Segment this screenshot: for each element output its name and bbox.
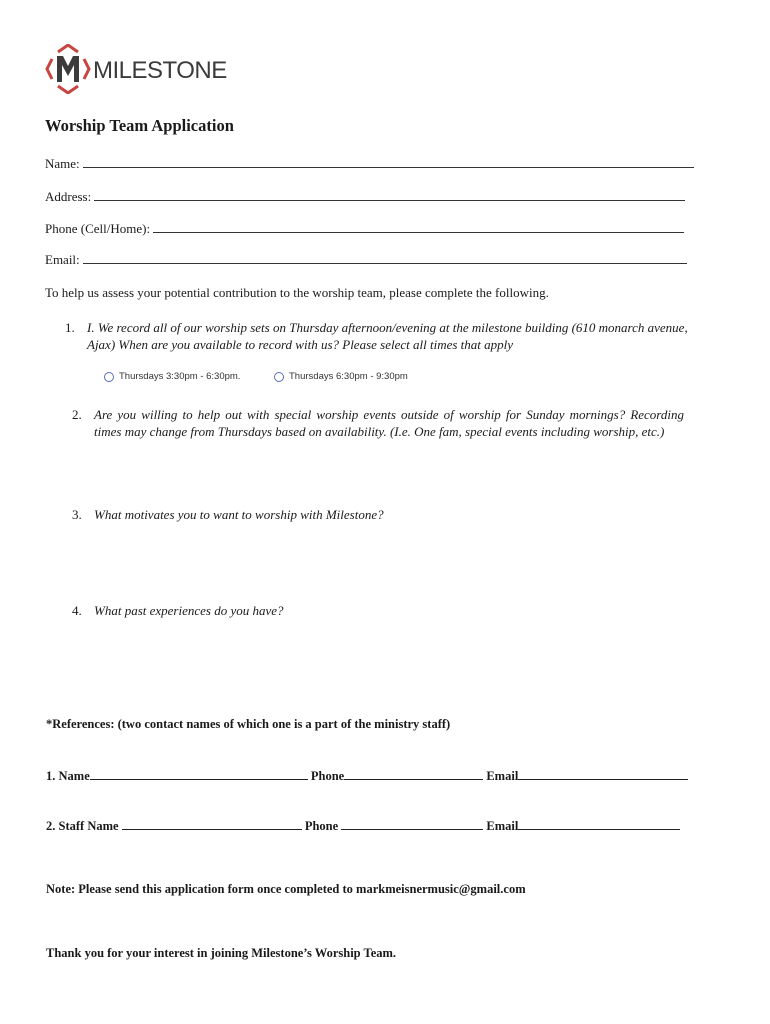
question-2-number: 2. bbox=[72, 407, 82, 422]
reference-2-phone-label: Phone bbox=[304, 819, 339, 833]
question-1-text: I. We record all of our worship sets on Thursday afternoon/evening at the milestone building (610 monarch avenue, Ajax) When are you available to record with us? Please select all times that apply bbox=[87, 320, 688, 352]
page-title: Worship Team Application bbox=[45, 116, 234, 135]
address-label: Address: bbox=[45, 189, 92, 204]
question-3-number: 3. bbox=[72, 507, 82, 522]
logo-text: MILESTONE bbox=[93, 57, 227, 84]
question-4-number: 4. bbox=[72, 603, 82, 618]
email-label: Email: bbox=[45, 252, 80, 267]
reference-2-email-line[interactable] bbox=[518, 817, 680, 830]
reference-2-name-label: Staff Name bbox=[58, 819, 119, 833]
reference-1-email-label: Email bbox=[486, 769, 519, 783]
phone-field[interactable] bbox=[45, 221, 684, 237]
reference-2-phone-line[interactable] bbox=[341, 817, 483, 830]
phone-label: Phone (Cell/Home): bbox=[45, 221, 151, 236]
question-2 bbox=[72, 407, 684, 440]
reference-1-phone-line[interactable] bbox=[344, 767, 483, 780]
option-thursday-evening[interactable] bbox=[274, 371, 408, 382]
reference-2-prefix: 2. bbox=[46, 819, 59, 833]
address-field[interactable] bbox=[45, 189, 685, 205]
reference-1-name-label: Name bbox=[58, 769, 90, 783]
question-1-number: 1. bbox=[65, 320, 75, 335]
reference-1-phone-label: Phone bbox=[310, 769, 345, 783]
address-input-line[interactable] bbox=[94, 199, 685, 201]
name-label: Name: bbox=[45, 156, 80, 171]
reference-row-1 bbox=[46, 767, 688, 784]
radio-icon[interactable] bbox=[274, 372, 284, 382]
question-4 bbox=[72, 603, 684, 620]
reference-2-name-line[interactable] bbox=[122, 817, 302, 830]
name-field[interactable] bbox=[45, 156, 694, 172]
reference-1-name-line[interactable] bbox=[90, 767, 308, 780]
reference-1-email-line[interactable] bbox=[518, 767, 688, 780]
question-1 bbox=[65, 320, 697, 353]
reference-1-prefix: 1. bbox=[46, 769, 59, 783]
milestone-m-diamond-icon bbox=[44, 44, 92, 94]
milestone-logo bbox=[44, 44, 227, 94]
option-thursday-afternoon[interactable] bbox=[104, 371, 240, 382]
question-4-text: What past experiences do you have? bbox=[94, 603, 284, 618]
reference-2-email-label: Email bbox=[486, 819, 519, 833]
reference-row-2 bbox=[46, 817, 680, 834]
question-2-text: Are you willing to help out with special worship events outside of worship for Sunday mornings? Recording times may change from Thursdays based on availability. (I.e. One fam, special events including worship, etc.) bbox=[94, 407, 684, 439]
references-heading: *References: (two contact names of which one is a part of the ministry staff) bbox=[46, 717, 451, 731]
phone-input-line[interactable] bbox=[153, 231, 684, 233]
email-field[interactable] bbox=[45, 252, 687, 268]
thanks-text: Thank you for your interest in joining Milestone’s Worship Team. bbox=[46, 946, 397, 960]
note-text: Note: Please send this application form once completed to markmeisnermusic@gmail.com bbox=[46, 882, 526, 896]
email-input-line[interactable] bbox=[83, 262, 687, 264]
question-3 bbox=[72, 507, 684, 524]
question-3-text: What motivates you to want to worship with Milestone? bbox=[94, 507, 384, 522]
name-input-line[interactable] bbox=[83, 166, 694, 168]
radio-icon[interactable] bbox=[104, 372, 114, 382]
option-thursday-evening-label: Thursdays 6:30pm - 9:30pm bbox=[289, 371, 408, 382]
option-thursday-afternoon-label: Thursdays 3:30pm - 6:30pm. bbox=[119, 371, 241, 382]
intro-text: To help us assess your potential contribution to the worship team, please complete the following. bbox=[45, 285, 549, 300]
